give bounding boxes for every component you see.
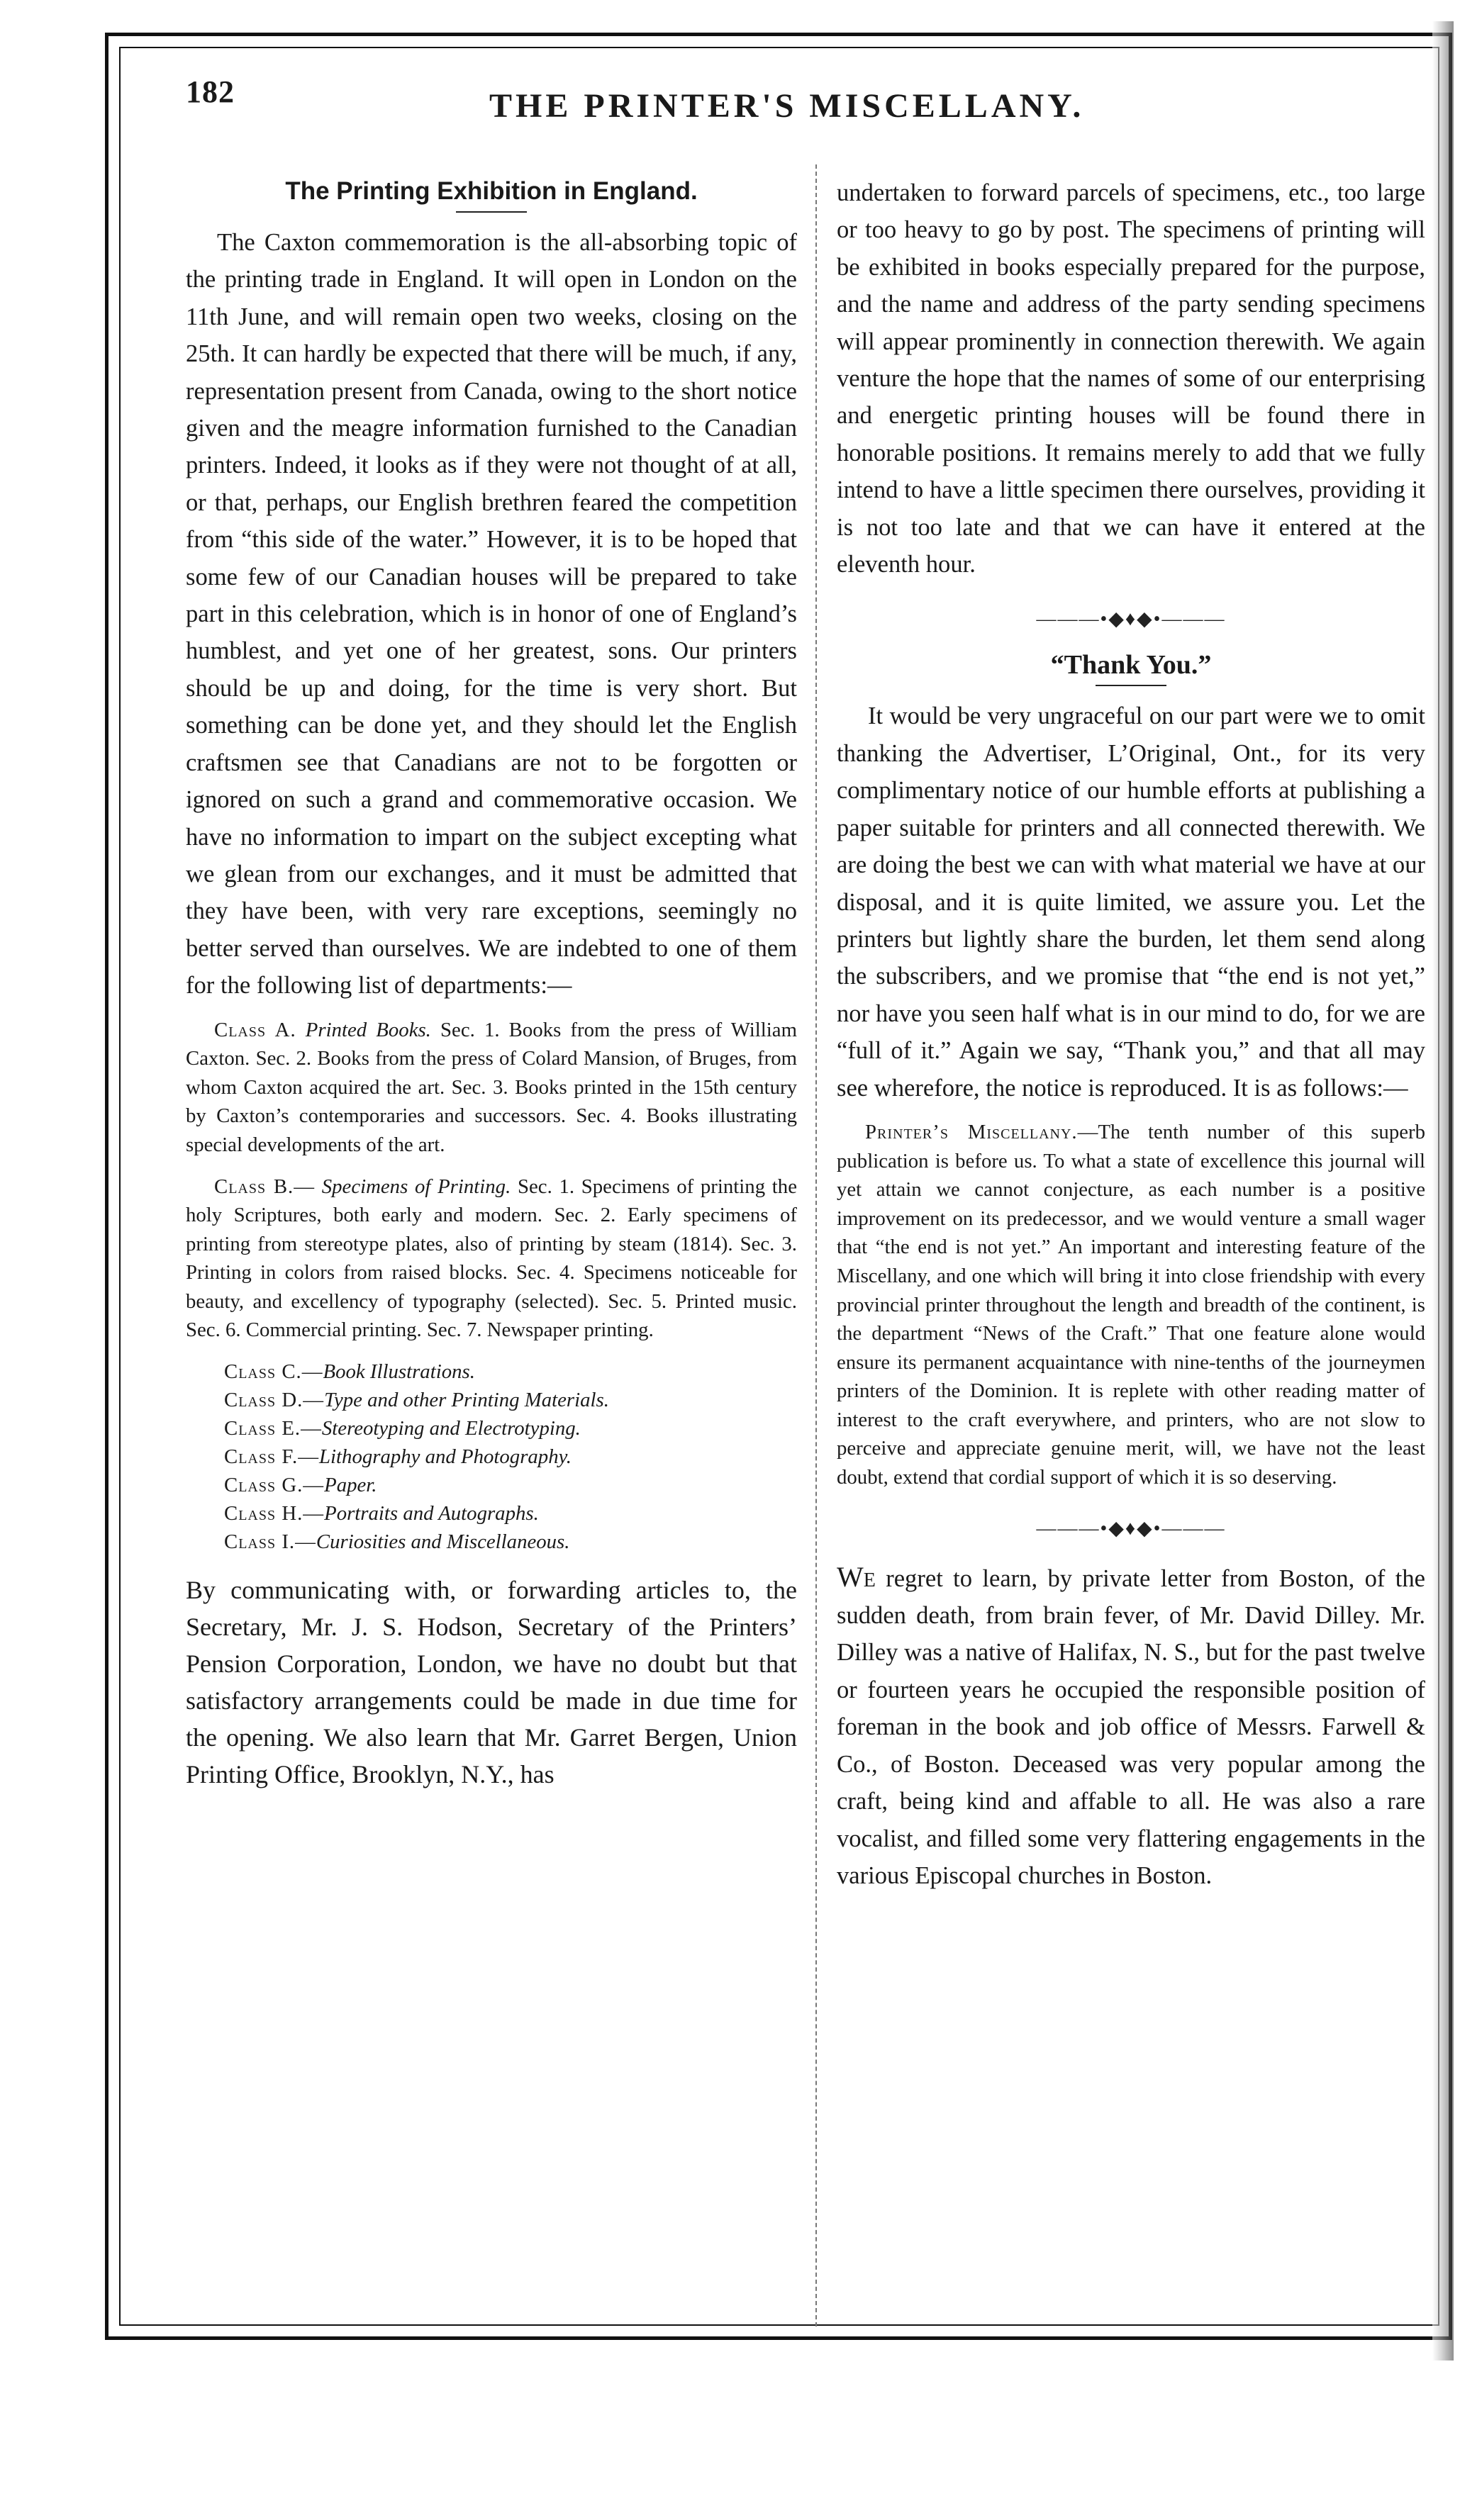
- list-item: [186, 1357, 797, 1386]
- class-label: Class H.—: [224, 1502, 325, 1525]
- class-title: Stereotyping and Electrotyping.: [321, 1417, 581, 1440]
- class-b-entry: [186, 1172, 797, 1345]
- class-label: Class I.—: [224, 1530, 316, 1554]
- obituary-paragraph: [837, 1559, 1425, 1895]
- class-list: [186, 1357, 797, 1556]
- class-title: Curiosities and Miscellaneous.: [316, 1530, 570, 1554]
- class-b-text: Sec. 1. Specimens of printing the holy Scriptures, both early and modern. Sec. 2. Early specimens of printing from stereotype plates, also of printing by steam (1814). Sec. 3. Printing in colors from raised blocks. Sec. 4. Specimens noticeable for beauty, and excellency of typography (selected). Sec. 5. Printed music. Sec. 6. Commercial printing. Sec. 7. Newspaper printing.: [186, 1175, 797, 1342]
- class-a-entry: [186, 1016, 797, 1160]
- continuation-paragraph: undertaken to forward parcels of specimens, etc., too large or too heavy to go by post. The specimens of printing will be exhibited in books especially prepared for the purpose, and the name and address of the party sending specimens will appear prominently in connection therewith. We again venture the hope that the names of some of our enterprising and energetic printing houses will be found there in honorable positions. It remains merely to add that we fully intend to have a little specimen there ourselves, providing it is not too late and that we can have it entered at the eleventh hour.: [837, 179, 1425, 578]
- list-item: [186, 1414, 797, 1443]
- running-head: THE PRINTER'S MISCELLANY.: [489, 87, 1085, 125]
- class-a-label: Class A.: [214, 1018, 296, 1041]
- title-rule: [456, 211, 527, 213]
- class-label: Class D.—: [224, 1389, 325, 1412]
- quoted-notice: [837, 1118, 1425, 1492]
- left-column: [186, 163, 797, 1793]
- article-title: The Printing Exhibition in England.: [285, 177, 698, 205]
- column-divider: [815, 164, 817, 2326]
- class-label: Class G.—: [224, 1474, 325, 1497]
- class-label: Class C.—: [224, 1360, 323, 1384]
- list-item: [186, 1386, 797, 1414]
- section-ornament: ———•◆♦◆•———: [1036, 1517, 1226, 1540]
- class-title: Type and other Printing Materials.: [324, 1389, 609, 1412]
- class-label: Class E.—: [224, 1417, 322, 1440]
- list-item: [186, 1471, 797, 1499]
- right-column: [837, 163, 1425, 1894]
- class-title: Portraits and Autographs.: [324, 1502, 539, 1525]
- thank-you-paragraph: It would be very ungraceful on our part were we to omit thanking the Advertiser, L’Original, Ont., for its very complimentary notice of our humble efforts at publishing a paper suitable for printers and all connected therewith. We are doing the best we can with what material we have at our disposal, and it is quite limited, we assure you. Let the printers but lightly share the burden, let them send along the subscribers, and we promise that “the end is not yet,” nor have you seen half what is in our mind to do, for we are “full of it.” Again we say, “Thank you,” and that all may see wherefore, the notice is reproduced. It is as follows:—: [837, 702, 1425, 1102]
- quoted-notice-label: Printer’s Miscellany.: [865, 1120, 1078, 1143]
- class-a-text: Sec. 1. Books from the press of William Caxton. Sec. 2. Books from the press of Colard Mansion, of Bruges, from whom Caxton acquired the art. Sec. 3. Books printed in the 15th century by Caxton’s contemporaries and successors. Sec. 4. Books illustrating special developments of the art.: [186, 1018, 797, 1156]
- obituary-dropcap: We: [837, 1560, 876, 1593]
- article-paragraph-1: The Caxton commemoration is the all-absorbing topic of the printing trade in England. It will open in London on the 11th June, and will remain open two weeks, closing on the 25th. It can hardly be expected that there will be much, if any, representation present from Canada, owing to the short notice given and the meagre information furnished to the Canadian printers. Indeed, it looks as if they were not thought of at all, or that, perhaps, our English brethren feared the competition from “this side of the water.” However, it is to be hoped that some few of our Canadian houses will be prepared to take part in this celebration, which is in honor of one of England’s humblest, and yet one of her greatest, sons. Our printers should be up and doing, for the time is very short. But something can be done yet, and they should let the English craftsmen see that Canadians are not to be forgotten or ignored on such a grand and commemorative occasion. We have no information to impart on the subject excepting what we glean from our exchanges, and it must be admitted that they have been, with very rare exceptions, seemingly no better served than ourselves. We are indebted to one of them for the following list of departments:—: [186, 229, 797, 999]
- class-a-title: Printed Books.: [305, 1018, 431, 1041]
- list-item: [186, 1443, 797, 1471]
- list-item: [186, 1499, 797, 1528]
- list-item: [186, 1528, 797, 1556]
- page-edge-shadow: [1432, 21, 1454, 2361]
- section-ornament: ———•◆♦◆•———: [1036, 608, 1226, 631]
- class-title: Paper.: [324, 1474, 377, 1497]
- page-number: 182: [186, 74, 235, 109]
- class-b-label: Class B.—: [214, 1175, 316, 1198]
- class-title: Lithography and Photography.: [319, 1445, 572, 1469]
- class-title: Book Illustrations.: [323, 1360, 475, 1384]
- class-b-title: Specimens of Printing.: [321, 1175, 511, 1198]
- thank-you-rule: [1096, 685, 1166, 686]
- obituary-text: regret to learn, by private letter from Boston, of the sudden death, from brain fever, of Mr. David Dilley. Mr. Dilley was a native of Halifax, N. S., but for the past twelve or fourteen years he occupied the responsible position of foreman in the book and job office of Messrs. Farwell & Co., of Boston. Deceased was very popular among the craft, being kind and affable to all. He was also a rare vocalist, and filled some very flattering engagements in the various Episcopal churches in Boston.: [837, 1564, 1425, 1889]
- thank-you-title: “Thank You.”: [1050, 650, 1212, 681]
- quoted-notice-text: —The tenth number of this superb publication is before us. To what a state of excellence this journal will yet attain we cannot conjecture, as each number is a positive improvement on its predecessor, and we would venture a small wager that “the end is not yet.” An important and interesting feature of the Miscellany, and one which will bring it into close friendship with every provincial printer throughout the length and breadth of the continent, is the department “News of the Craft.” That one feature alone would ensure its permanent acquaintance with nine-tenths of the journeymen printers of the Dominion. It is replete with other reading matter of interest to the craft everywhere, and printers, who are not slow to perceive and appreciate genuine merit, will, we have not the least doubt, extend that cordial support of which it is so deserving.: [837, 1120, 1425, 1489]
- class-label: Class F.—: [224, 1445, 320, 1469]
- article-paragraph-2: By communicating with, or forwarding articles to, the Secretary, Mr. J. S. Hodson, Secretary of the Printers’ Pension Corporation, London, we have no doubt but that satisfactory arrangements could be made in due time for the opening. We also learn that Mr. Garret Bergen, Union Printing Office, Brooklyn, N.Y., has: [186, 1576, 797, 1789]
